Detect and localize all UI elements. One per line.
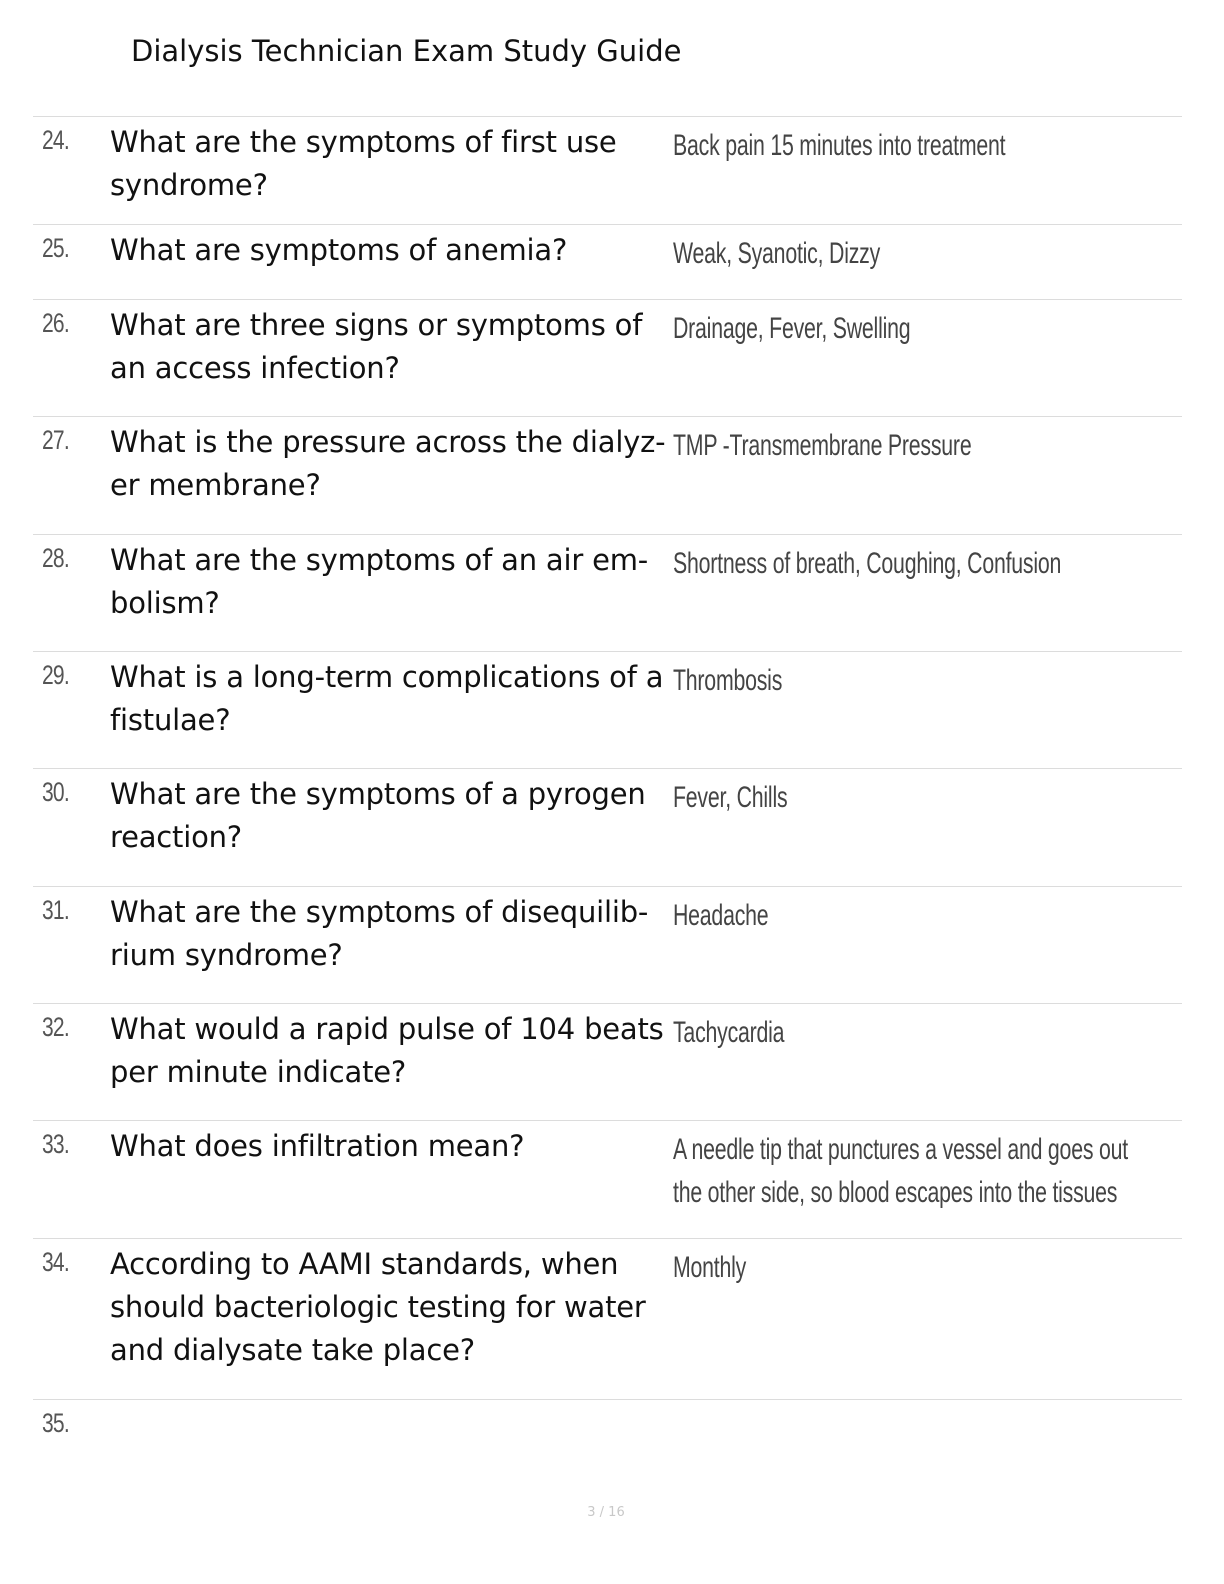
answer-text: TMP -Transmembrane Pressure [673,429,972,462]
question-text: What would a rapid pulse of 104 beats per minute indicate? [110,1012,664,1089]
question-number: 35. [42,1408,69,1438]
qa-row-26 [33,300,1182,417]
answer-text: Tachycardia [673,1016,785,1049]
question-text: What are symptoms of anemia? [110,233,568,267]
question-number: 30. [42,777,69,807]
qa-row-32 [33,1004,1182,1121]
question-number: 33. [42,1129,69,1159]
question-text: What are the symptoms of first use syndrome? [110,125,617,202]
question-text: What is a long-term complications of a fistulae? [110,660,664,737]
question-text: What are the symptoms of an air em- bolism? [110,543,649,620]
qa-row-28 [33,535,1182,652]
question-number: 28. [42,543,69,573]
qa-row-27 [33,417,1182,535]
answer-text: A needle tip that punctures a vessel and goes out the other side, so blood escapes into the tissues [673,1133,1128,1209]
answer-text: Back pain 15 minutes into treatment [673,129,1006,162]
question-text: What does infiltration mean? [110,1129,525,1163]
answer-text: Headache [673,899,769,932]
question-number: 25. [42,233,69,263]
answer-text: Weak, Syanotic, Dizzy [673,237,881,270]
question-text: What are the symptoms of a pyrogen reaction? [110,777,646,854]
qa-row-25 [33,225,1182,300]
document-title: Dialysis Technician Exam Study Guide [131,34,682,68]
qa-row-35 [33,1400,1182,1470]
question-number: 34. [42,1247,69,1277]
qa-list [33,116,1182,1470]
question-text: What are three signs or symptoms of an access infection? [110,308,643,385]
qa-row-29 [33,652,1182,769]
qa-row-31 [33,887,1182,1004]
qa-row-24 [33,117,1182,225]
page-number: 3 / 16 [587,1505,625,1520]
question-number: 31. [42,895,69,925]
question-number: 32. [42,1012,69,1042]
question-number: 29. [42,660,69,690]
answer-text: Thrombosis [673,664,783,697]
answer-text: Monthly [673,1251,747,1284]
qa-row-33 [33,1121,1182,1239]
question-text: According to AAMI standards, when should bacteriologic testing for water and dialysate take place? [110,1247,646,1367]
question-text: What are the symptoms of disequilib- rium syndrome? [110,895,649,972]
question-number: 27. [42,425,69,455]
answer-text: Fever, Chills [673,781,788,814]
question-number: 26. [42,308,69,338]
qa-row-30 [33,769,1182,887]
answer-text: Drainage, Fever, Swelling [673,312,911,345]
question-number: 24. [42,125,69,155]
question-text: What is the pressure across the dialyz- er membrane? [110,425,666,502]
answer-text: Shortness of breath, Coughing, Confusion [673,547,1062,580]
qa-row-34 [33,1239,1182,1400]
